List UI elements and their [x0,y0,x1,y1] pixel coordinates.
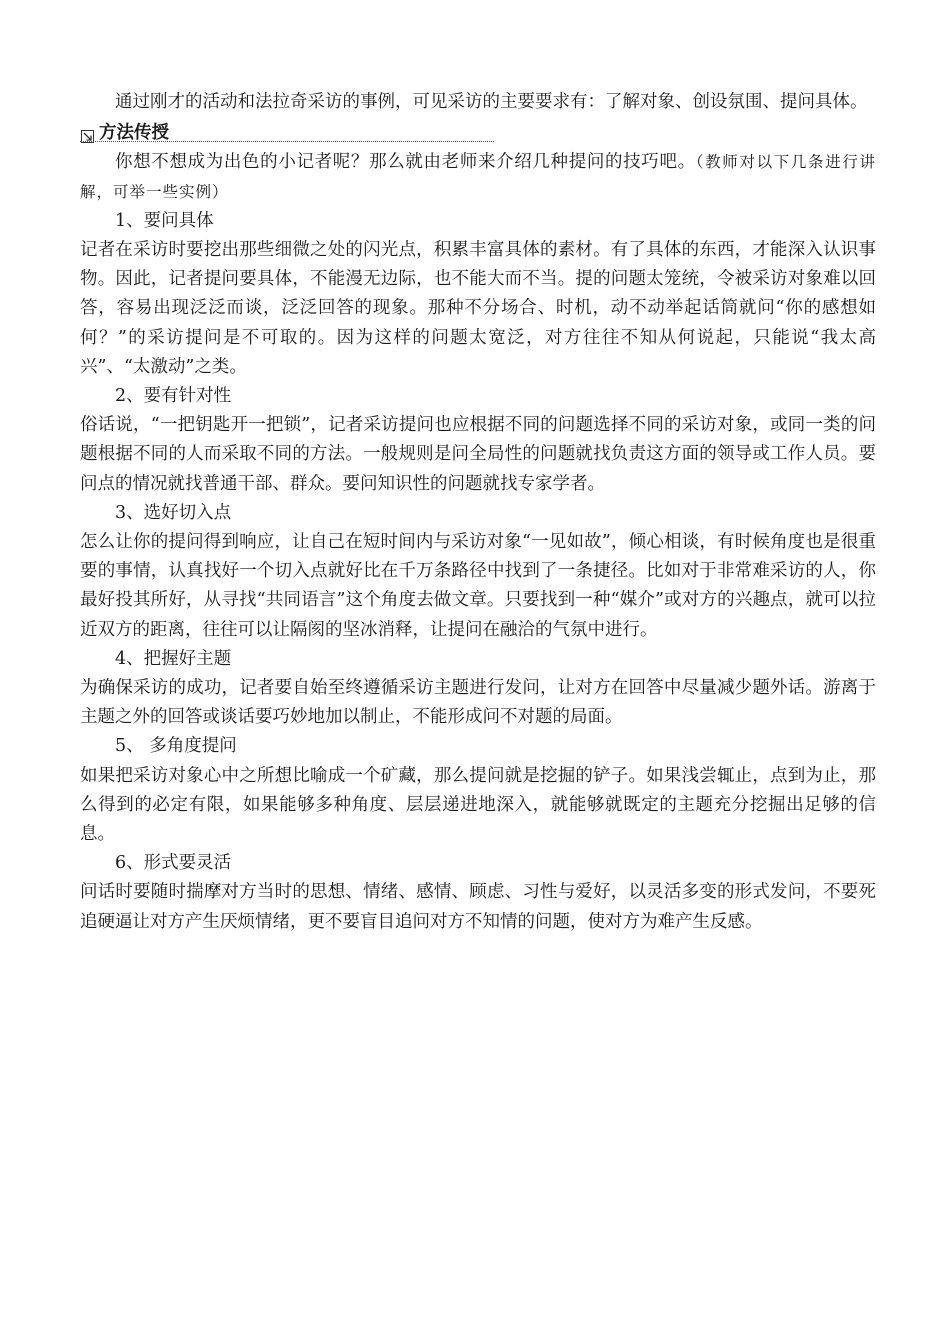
item-4-title: 4、把握好主题 [115,648,232,669]
item-3-body: 怎么让你的提问得到响应，让自己在短时间内与采访对象“一见如故”，倾心相谈，有时候角度也是很重要的事情，认真找好一个切入点就好比在千万条路径中找到了一条捷径。比如对于非常难采访的人，你最好投其所好，从寻找“共同语言”这个角度去做文章。只要找到一种“媒介”或对方的兴趣点，就可以拉近双方的距离，往往可以让隔阂的坚冰消释，让提问在融洽的气氛中进行。 [80,532,876,640]
item-2-title: 2、要有针对性 [115,386,232,407]
item-2-body: 俗话说，“一把钥匙开一把锁”，记者采访提问也应根据不同的问题选择不同的采访对象，或同一类的问题根据不同的人而采取不同的方法。一般规则是问全局性的问题就找负责这方面的领导或工作人员。要问点的情况就找普通干部、群众。要问知识性的问题就找专家学者。 [80,415,876,494]
lead-text: 你想不想成为出色的小记者呢？那么就由老师来介绍几种提问的技巧吧。 [115,152,696,173]
item-5-title: 5、 多角度提问 [115,736,237,757]
item-6-title: 6、形式要灵活 [115,853,232,874]
section-heading [80,119,876,148]
intro-block [80,88,876,117]
teacher-note: （教师对以下几条进行讲解，可举一些实例） [80,153,876,201]
intro-paragraph: 通过刚才的活动和法拉奇采访的事例，可见采访的主要要求有：了解对象、创设氛围、提问具体。 [115,92,868,112]
lead-paragraph [80,148,876,206]
dotted-divider [80,141,494,142]
item-4-body: 为确保采访的成功，记者要自始至终遵循采访主题进行发问，让对方在回答中尽量减少题外话。游离于主题之外的回答或谈话要巧妙地加以制止，不能形成问不对题的局面。 [80,678,876,728]
item-1-title: 1、要问具体 [115,210,214,231]
document-body [80,88,876,937]
item-5-body: 如果把采访对象心中之所想比喻成一个矿藏，那么提问就是挖掘的铲子。如果浅尝辄止，点到为止，那么得到的必定有限，如果能够多种角度、层层递进地深入，就能够就既定的主题充分挖掘出足够的信息。 [80,765,876,845]
section-heading-text: 方法传授 [99,123,169,144]
arrow-doc-icon [80,126,96,142]
item-3-title: 3、选好切入点 [115,502,232,523]
item-1-body: 记者在采访时要挖出那些细微之处的闪光点，积累丰富具体的素材。有了具体的东西，才能深入认识事物。因此，记者提问要具体，不能漫无边际，也不能大而不当。提的问题太笼统，令被采访对象难以回答，容易出现泛泛而谈，泛泛回答的现象。那种不分场合、时机，动不动举起话筒就问“你的感想如何？”的采访提问是不可取的。因为这样的问题太宽泛，对方往往不知从何说起，只能说“我太高兴”、“太激动”之类。 [80,240,876,377]
item-6-body: 问话时要随时揣摩对方当时的思想、情绪、感情、顾虑、习性与爱好，以灵活多变的形式发问，不要死追硬逼让对方产生厌烦情绪，更不要盲目追问对方不知情的问题，使对方为难产生反感。 [80,882,876,932]
